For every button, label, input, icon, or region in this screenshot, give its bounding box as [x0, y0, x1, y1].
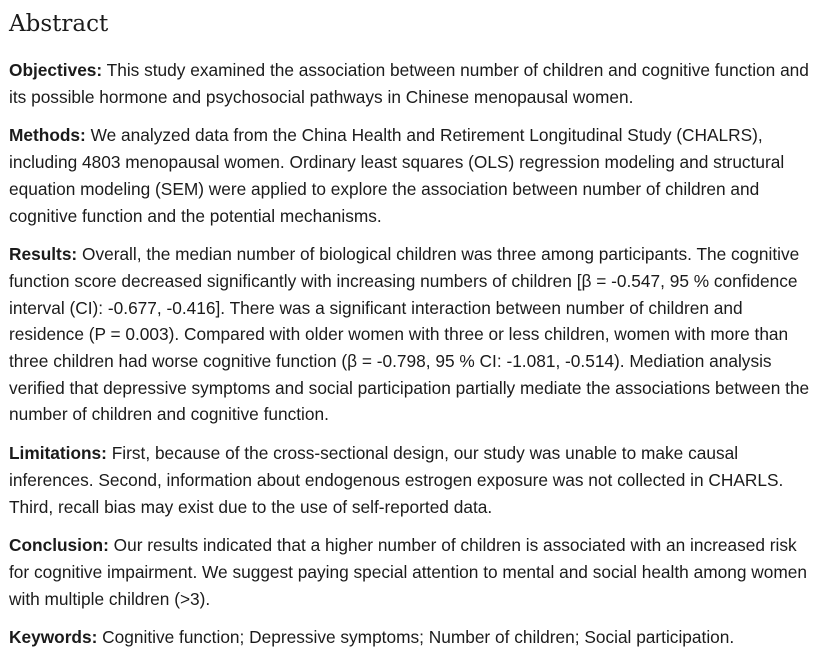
keywords-paragraph — [9, 624, 811, 651]
conclusion-text: Our results indicated that a higher number of children is associated with an increased risk for cognitive impairment. We suggest paying special attention to mental and social health among women with multiple children (>3). — [9, 535, 807, 609]
limitations-label: Limitations: — [9, 443, 107, 464]
objectives-text: This study examined the association between number of children and cognitive function and its possible hormone and psychosocial pathways in Chinese menopausal women. — [9, 60, 809, 107]
objectives-label: Objectives: — [9, 60, 103, 80]
conclusion-label: Conclusion: — [9, 535, 109, 556]
methods-text: We analyzed data from the China Health and Retirement Longitudinal Study (CHALRS), including 4803 menopausal women. Ordinary least squares (OLS) regression modeling and structural equation modeling (SEM) were applied to explore the association between number of children and cognitive function and the potential mechanisms. — [9, 125, 785, 226]
objectives-paragraph — [9, 57, 811, 110]
methods-paragraph — [9, 122, 811, 229]
results-text: Overall, the median number of biological children was three among participants. The cognitive function score decreased significantly with increasing numbers of children [β = -0.547, 95 % confidence interval (CI): -0.677, -0.416]. There was a significant interaction between number of children and residence (P = 0.003). Compared with older women with three or less children, women with more than three children had worse cognitive function (β = -0.798, 95 % CI: -1.081, -0.514). Mediation analysis verified that depressive symptoms and social participation partially mediate the associations between the number of children and cognitive function. — [9, 244, 810, 425]
results-paragraph — [9, 241, 811, 428]
abstract-heading: Abstract — [9, 11, 109, 37]
results-label: Results: — [9, 244, 78, 265]
conclusion-paragraph — [9, 532, 811, 612]
keywords-text: Cognitive function; Depressive symptoms; Number of children; Social participation. — [102, 627, 735, 648]
methods-label: Methods: — [9, 125, 86, 146]
limitations-text: First, because of the cross-sectional design, our study was unable to make causal inferences. Second, information about endogenous estrogen exposure was not collected in CHARLS. Third, recall bias may exist due to the use of self-reported data. — [9, 443, 784, 517]
limitations-paragraph — [9, 440, 811, 520]
keywords-label: Keywords: — [9, 627, 98, 648]
